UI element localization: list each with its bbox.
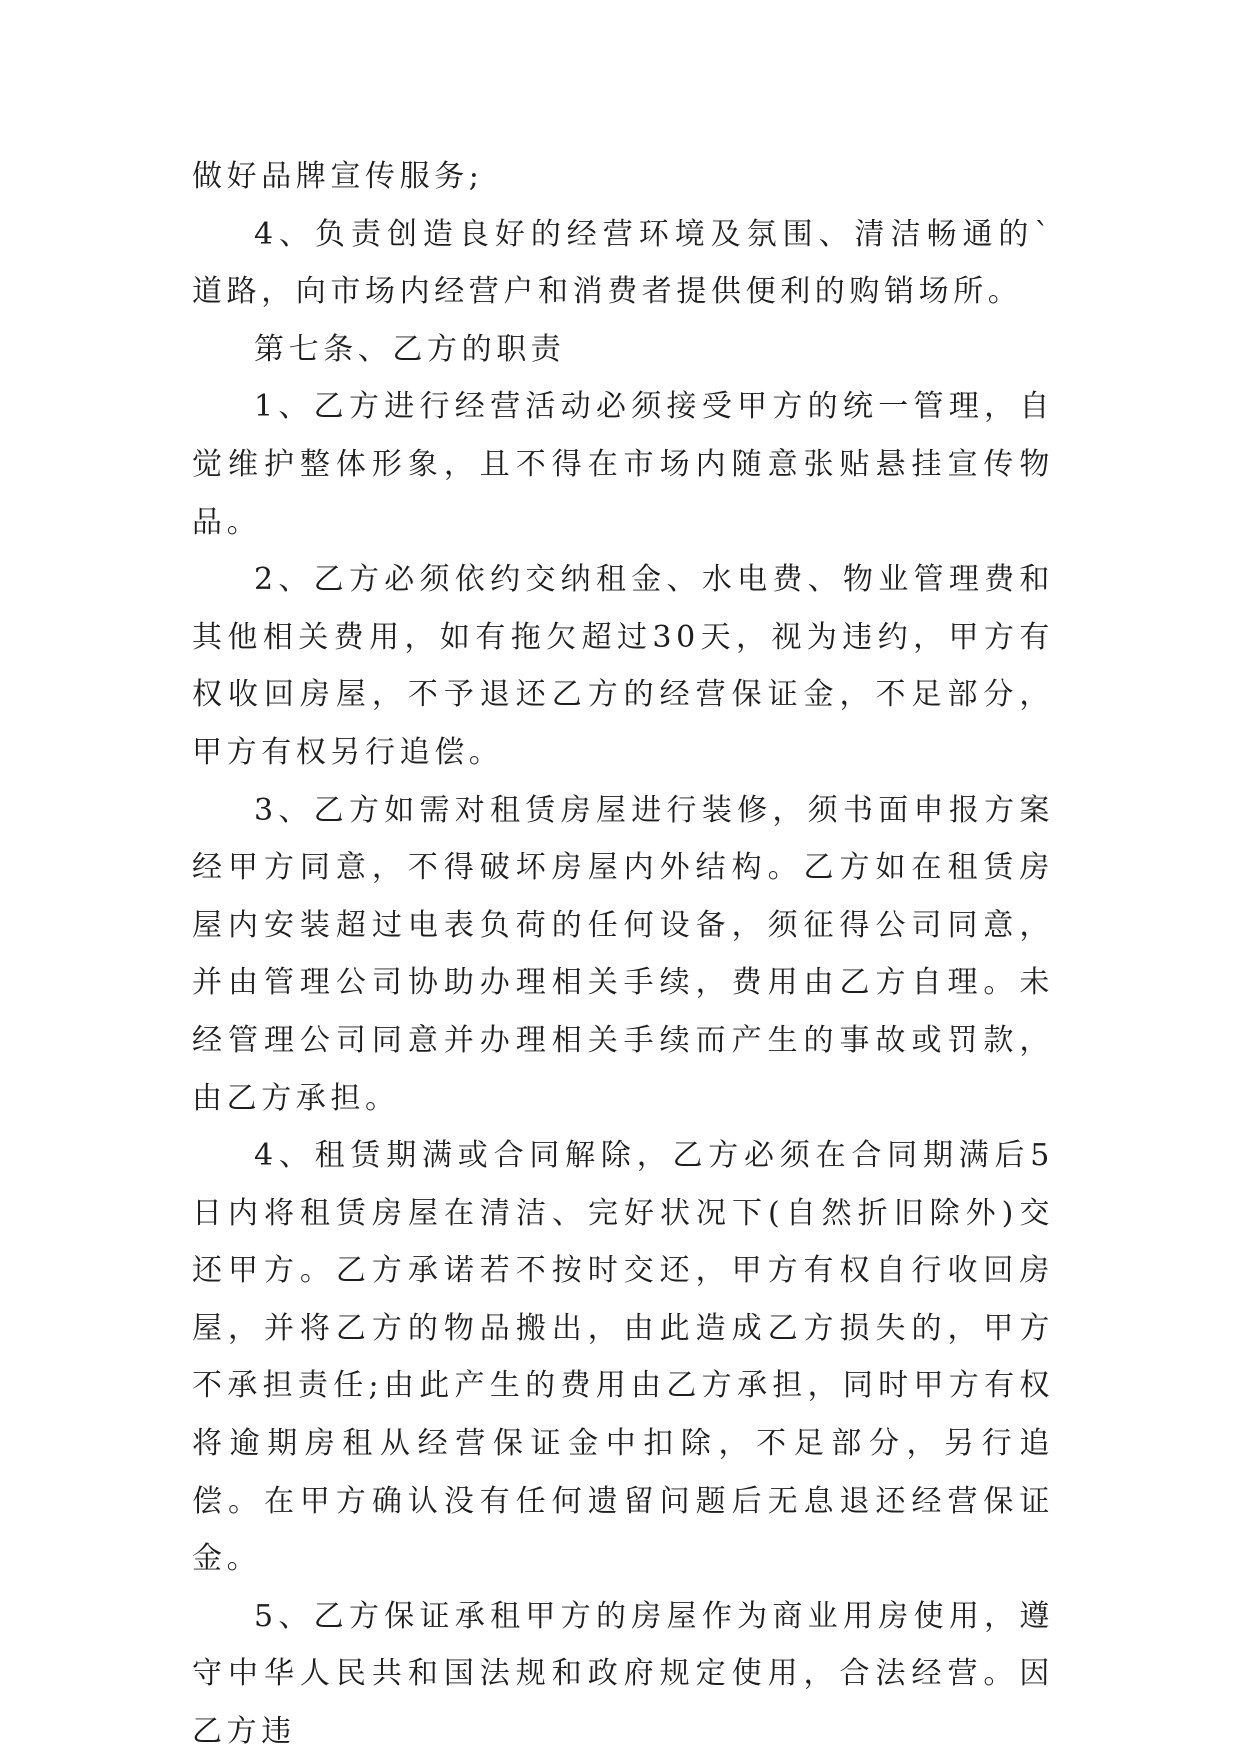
- paragraph-clause-4b: 4、租赁期满或合同解除，乙方必须在合同期满后5日内将租赁房屋在清洁、完好状况下(自然折旧除外)交还甲方。乙方承诺若不按时交还，甲方有权自行收回房屋，并将乙方的物品搬出，由此造成乙方损失的，甲方不承担责任;由此产生的费用由乙方承担，同时甲方有权将逾期房租从经营保证金中扣除，不足部分，另行追偿。在甲方确认没有任何遗留问题后无息退还经营保证金。: [192, 1138, 1054, 1577]
- section-heading-article-7: 第七条、乙方的职责: [254, 331, 566, 367]
- paragraph-clause-2: 2、乙方必须依约交纳租金、水电费、物业管理费和其他相关费用，如有拖欠超过30天，视为违约，甲方有权收回房屋，不予退还乙方的经营保证金，不足部分，甲方有权另行追偿。: [192, 562, 1054, 770]
- paragraph-continuation: 做好品牌宣传服务;: [192, 159, 484, 194]
- paragraph-clause-5: 5、乙方保证承租甲方的房屋作为商业用房使用，遵守中华人民共和国法规和政府规定使用，合法经营。因乙方违: [192, 1598, 1054, 1750]
- document-page: [192, 148, 1054, 1761]
- paragraph-clause-3: 3、乙方如需对租赁房屋进行装修，须书面申报方案经甲方同意，不得破坏房屋内外结构。乙方如在租赁房屋内安装超过电表负荷的任何设备，须征得公司同意，并由管理公司协助办理相关手续，费用由乙方自理。未经管理公司同意并办理相关手续而产生的事故或罚款，由乙方承担。: [192, 792, 1054, 1116]
- paragraph-clause-1: 1、乙方进行经营活动必须接受甲方的统一管理，自觉维护整体形象，且不得在市场内随意张贴悬挂宣传物品。: [192, 389, 1054, 540]
- paragraph-clause-4: 4、负责创造良好的经营环境及氛围、清洁畅通的`道路，向市场内经营户和消费者提供便利的购销场所。: [192, 216, 1054, 310]
